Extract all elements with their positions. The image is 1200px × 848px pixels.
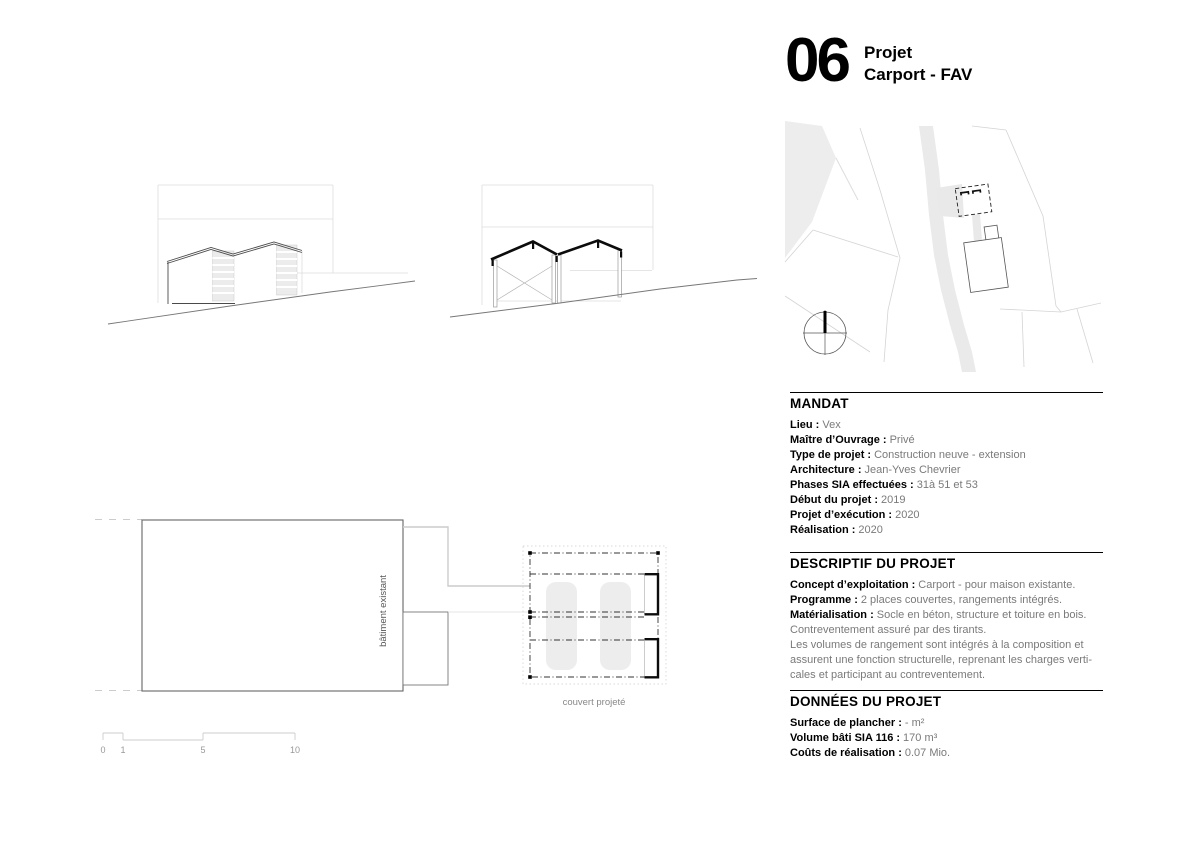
field-row bbox=[790, 478, 1103, 493]
floor-plan-drawing bbox=[85, 495, 715, 770]
field-value: Vex bbox=[822, 419, 841, 431]
slatted-panel bbox=[213, 251, 235, 301]
scale-tick-label: 10 bbox=[289, 745, 301, 755]
field-label: Début du projet : bbox=[790, 494, 878, 506]
field-label: Coûts de réalisation : bbox=[790, 747, 902, 759]
car-silhouette bbox=[546, 582, 631, 670]
storage-mark bbox=[973, 190, 981, 194]
field-label: Phases SIA effectuées : bbox=[790, 479, 914, 491]
tie-rod-bracing bbox=[497, 266, 552, 300]
section-divider bbox=[790, 392, 1103, 393]
terrain-line bbox=[108, 281, 415, 324]
field-label: Matérialisation : bbox=[790, 609, 874, 621]
field-row bbox=[790, 433, 1103, 448]
section-title: DONNÉES DU PROJET bbox=[790, 694, 942, 709]
section-divider bbox=[790, 690, 1103, 691]
project-title-line2: Carport - FAV bbox=[864, 64, 973, 84]
slatted-panel bbox=[277, 245, 298, 295]
site-plan-path-line bbox=[836, 158, 858, 200]
field-value: 2 places couvertes, rangements intégrés. bbox=[860, 594, 1063, 606]
scale-tick-label: 0 bbox=[100, 745, 106, 755]
field-row bbox=[790, 731, 1103, 746]
driveway-shape bbox=[936, 184, 964, 218]
description-line: assurent une fonction structurelle, reprenant les charges verti- bbox=[790, 654, 1093, 666]
field-value: 0.07 Mio. bbox=[904, 747, 951, 759]
existing-facade-faint bbox=[482, 185, 653, 305]
field-row bbox=[790, 593, 1103, 608]
field-value: 2020 bbox=[895, 509, 920, 521]
field-label: Type de projet : bbox=[790, 449, 872, 461]
field-row bbox=[790, 608, 1103, 623]
field-label: Réalisation : bbox=[790, 524, 856, 536]
description-line: Contreventement assuré par des tirants. bbox=[790, 624, 987, 636]
site-plan-drawing bbox=[785, 118, 1130, 390]
field-label: Concept d’exploitation : bbox=[790, 579, 916, 591]
field-value: 170 m³ bbox=[903, 732, 938, 744]
field-value: Construction neuve - extension bbox=[874, 449, 1026, 461]
section-drawing bbox=[450, 185, 757, 317]
field-value: 31à 51 et 53 bbox=[916, 479, 978, 491]
alignment-dashes bbox=[95, 520, 142, 691]
scale-tick-label: 1 bbox=[120, 745, 126, 755]
field-row bbox=[790, 448, 1103, 463]
section-title: DESCRIPTIF DU PROJET bbox=[790, 556, 956, 571]
field-row bbox=[790, 523, 1103, 538]
existing-building-outline bbox=[964, 225, 1009, 292]
field-label: Lieu : bbox=[790, 419, 820, 431]
elevation-west-drawing bbox=[108, 185, 415, 324]
project-number: 06 bbox=[785, 26, 848, 95]
carport-label: couvert projeté bbox=[562, 697, 626, 708]
storage-volume bbox=[645, 574, 659, 677]
section-divider bbox=[790, 552, 1103, 553]
elevations-drawing bbox=[85, 165, 795, 340]
annex-plan bbox=[403, 612, 448, 685]
section-donnees bbox=[790, 690, 1103, 761]
field-value: Socle en béton, structure et toiture en bois. bbox=[876, 609, 1087, 621]
field-row bbox=[790, 746, 1103, 761]
description-line: Les volumes de rangement sont intégrés à la composition et bbox=[790, 639, 1084, 651]
field-value: - m² bbox=[904, 717, 925, 729]
project-title bbox=[864, 42, 972, 85]
section-descriptif bbox=[790, 552, 1103, 683]
field-row bbox=[790, 716, 1103, 731]
field-label: Surface de plancher : bbox=[790, 717, 902, 729]
section-mandat bbox=[790, 392, 1103, 538]
field-value: 2019 bbox=[881, 494, 906, 506]
field-value: Carport - pour maison existante. bbox=[918, 579, 1076, 591]
existing-building-plan bbox=[142, 520, 403, 691]
field-label: Maître d’Ouvrage : bbox=[790, 434, 887, 446]
access-path-shape bbox=[972, 214, 982, 242]
field-label: Projet d’exécution : bbox=[790, 509, 893, 521]
scale-tick-label: 5 bbox=[200, 745, 206, 755]
field-value: 2020 bbox=[858, 524, 883, 536]
existing-building-label: bâtiment existant bbox=[378, 575, 389, 647]
scale-bar bbox=[103, 733, 295, 740]
field-label: Architecture : bbox=[790, 464, 862, 476]
field-row bbox=[790, 463, 1103, 478]
field-label: Programme : bbox=[790, 594, 858, 606]
field-label: Volume bâti SIA 116 : bbox=[790, 732, 901, 744]
connector-line bbox=[403, 527, 530, 586]
field-row bbox=[790, 578, 1103, 593]
project-title-line1: Projet bbox=[864, 43, 913, 62]
section-title: MANDAT bbox=[790, 396, 849, 411]
field-value: Privé bbox=[889, 434, 915, 446]
description-line: cales et participant au contreventement. bbox=[790, 669, 986, 681]
field-row bbox=[790, 493, 1103, 508]
field-row bbox=[790, 508, 1103, 523]
scale-tick-labels bbox=[100, 745, 300, 755]
field-value: Jean-Yves Chevrier bbox=[864, 464, 961, 476]
field-row bbox=[790, 418, 1103, 433]
